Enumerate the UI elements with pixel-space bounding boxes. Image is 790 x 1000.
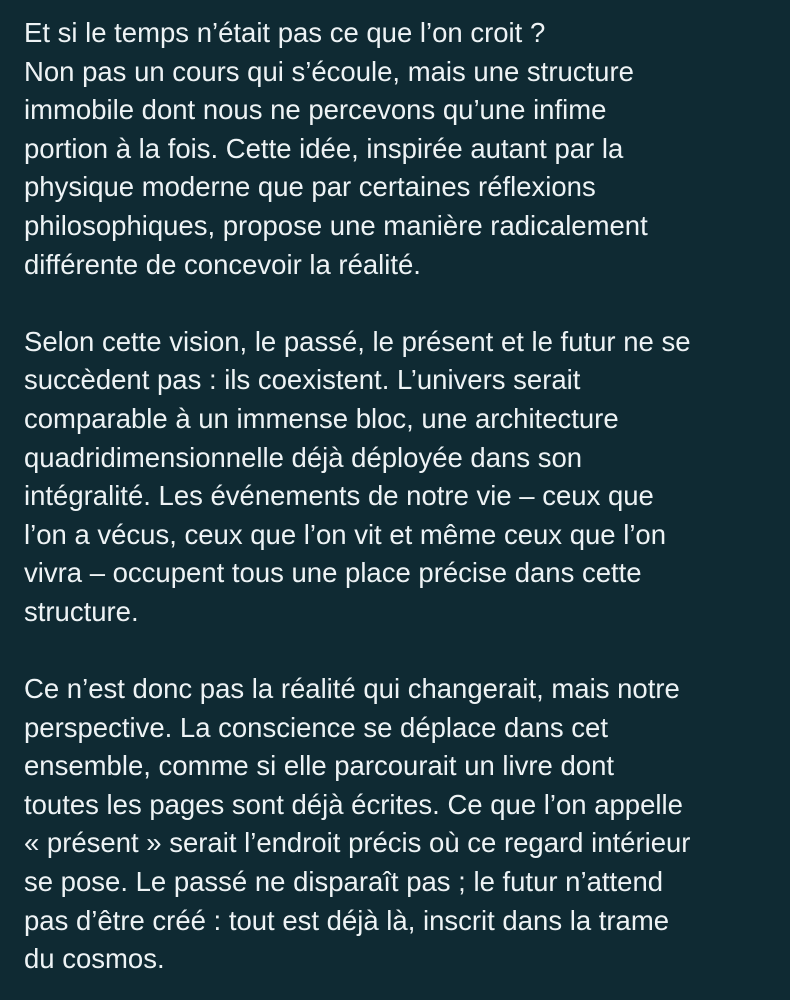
paragraph-1: Et si le temps n’était pas ce que l’on croit ? Non pas un cours qui s’écoule, mais une structure immobile dont nous ne percevons qu’une infime portion à la fois. Cette idée, inspirée autant par la physique moderne que par certaines réflexions philosophiques, propose une manière radicalement différente de concevoir la réalité. (24, 17, 648, 280)
paragraph-3: Ce n’est donc pas la réalité qui changerait, mais notre perspective. La conscience se déplace dans cet ensemble, comme si elle parcourait un livre dont toutes les pages sont déjà écrites. Ce que l’on appelle « présent » serait l’endroit précis où ce regard intérieur se pose. Le passé ne disparaît pas ; le futur n’attend pas d’être créé : tout est déjà là, inscrit dans la trame du cosmos. (24, 673, 691, 975)
paragraph-2: Selon cette vision, le passé, le présent et le futur ne se succèdent pas : ils coexistent. L’univers serait comparable à un immense bloc, une architecture quadridimensionnelle déjà déployée dans son intégralité. Les événements de notre vie – ceux que l’on a vécus, ceux que l’on vit et même ceux que l’on vivra – occupent tous une place précise dans cette structure. (24, 325, 691, 627)
